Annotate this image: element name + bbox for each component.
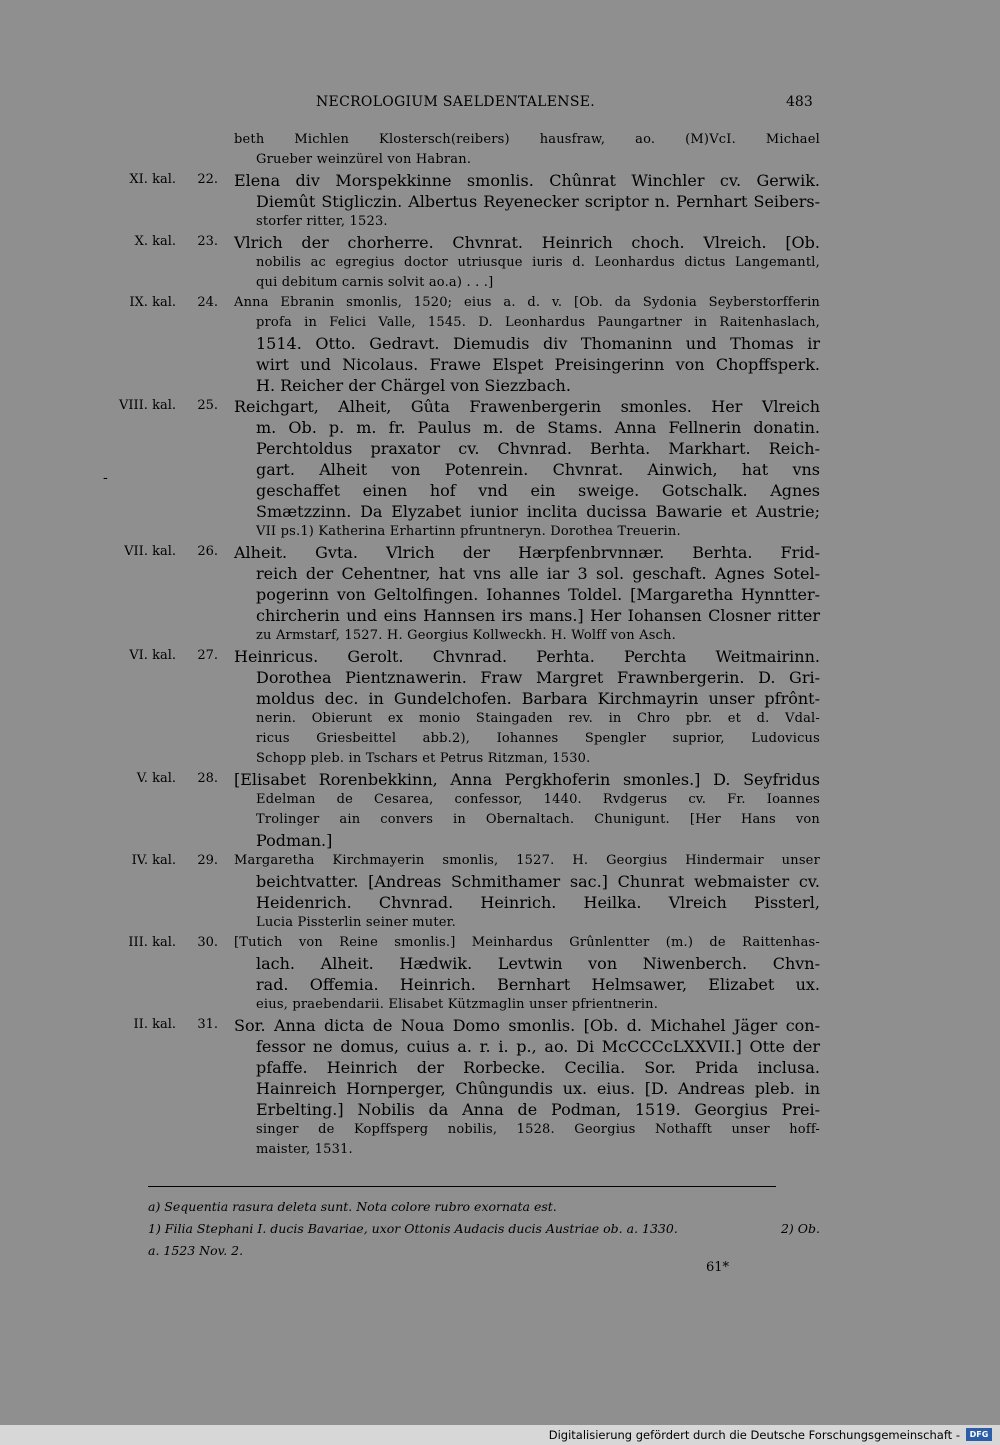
text-line: beth Michlen Klostersch(reibers) hausfraw, ao. (M)VcI. Michael [234,132,820,147]
text-line: Trolinger ain convers in Obernaltach. Chunigunt. [Her Hans von [256,812,820,827]
text-line: storfer ritter, 1523. [256,214,388,229]
entry-text [234,130,820,170]
text-line: Diemût Stigliczin. Albertus Reyenecker scriptor n. Pernhart Seibers- [256,192,820,211]
date-label: VI. kal. [129,648,176,663]
necrology-entry [0,769,1000,851]
text-line: [Tutich von Reine smonlis.] Meinhardus Grûnlentter (m.) de Raittenhas- [234,935,820,950]
entry-text [234,646,820,769]
date-label: X. kal. [134,234,176,249]
footnote-rule [148,1186,776,1187]
necrology-entry [0,933,1000,1015]
text-line: Alheit. Gvta. Vlrich der Hærpfenbrvnnær. Berhta. Frid- [234,543,820,562]
day-number: 26. [197,544,218,559]
footnote-1: 1) Filia Stephani I. ducis Bavariae, uxor Ottonis Audacis ducis Austriae ob. a. 1330. [148,1221,678,1236]
footnotes [148,1196,820,1262]
text-line: beichtvatter. [Andreas Schmithamer sac.] Chunrat webmaister cv. [256,872,820,891]
text-line: Perchtoldus praxator cv. Chvnrad. Berhta. Markhart. Reich- [256,439,820,458]
text-line: lach. Alheit. Hædwik. Levtwin von Niwenberch. Chvn- [256,954,820,973]
text-line: zu Armstarf, 1527. H. Georgius Kollweckh. H. Wolff von Asch. [256,628,676,643]
necrology-entry [0,170,1000,232]
entry-text [234,851,820,933]
footer-credit: Digitalisierung gefördert durch die Deutsche Forschungsgemeinschaft - [548,1428,960,1442]
necrology-entry [0,542,1000,646]
day-number: 24. [197,295,218,310]
footnote-a: a) Sequentia rasura deleta sunt. Nota colore rubro exornata est. [148,1199,557,1214]
text-line: profa in Felici Valle, 1545. D. Leonhardus Paungartner in Raitenhaslach, [256,315,820,330]
text-line: Anna Ebranin smonlis, 1520; eius a. d. v. [Ob. da Sydonia Seyberstorfferin [234,295,820,310]
date-label: VII. kal. [124,544,176,559]
text-line: Heidenrich. Chvnrad. Heinrich. Heilka. Vlreich Pissterl, [256,893,820,912]
text-line: Erbelting.] Nobilis da Anna de Podman, 1519. Georgius Prei- [256,1100,820,1119]
necrology-entry [0,851,1000,933]
necrology-entry [0,646,1000,769]
date-label: II. kal. [133,1017,176,1032]
text-line: fessor ne domus, cuius a. r. i. p., ao. Di McCCCcLXXVII.] Otte der [256,1037,820,1056]
footnote-2-start: 2) Ob. [780,1221,820,1236]
text-line: nerin. Obierunt ex monio Staingaden rev. in Chro pbr. et d. Vdal- [256,711,820,726]
date-label: IX. kal. [129,295,176,310]
text-line: Margaretha Kirchmayerin smonlis, 1527. H. Georgius Hindermair unser [234,853,820,868]
entry-text [234,542,820,646]
entry-text [234,396,820,542]
text-line: rad. Offemia. Heinrich. Bernhart Helmsawer, Elizabet ux. [256,975,820,994]
day-number: 31. [197,1017,218,1032]
text-line: Dorothea Pientznawerin. Fraw Margret Frawnbergerin. D. Gri- [256,668,820,687]
text-line: chircherin und eins Hannsen irs mans.] Her Iohansen Closner ritter [256,606,820,625]
day-number: 25. [197,398,218,413]
text-line: H. Reicher der Chärgel von Siezzbach. [256,376,571,395]
margin-mark: - [103,470,108,486]
text-line: Podman.] [256,831,333,850]
text-line: singer de Kopffsperg nobilis, 1528. Georgius Nothafft unser hoff- [256,1122,820,1137]
text-line: VII ps.1) Katherina Erhartinn pfruntneryn. Dorothea Treuerin. [256,524,681,539]
text-line: nobilis ac egregius doctor utriusque iuris d. Leonhardus dictus Langemantl, [256,255,820,270]
date-label: XI. kal. [129,172,176,187]
text-line: [Elisabet Rorenbekkinn, Anna Pergkhoferin smonles.] D. Seyfridus [234,770,820,789]
text-line: m. Ob. p. m. fr. Paulus m. de Stams. Anna Fellnerin donatin. [256,418,820,437]
entry-text [234,293,820,396]
dfg-logo: DFG [966,1428,992,1441]
entry-text [234,769,820,851]
text-line: qui debitum carnis solvit ao.a) . . .] [256,275,494,290]
necrology-entry [0,130,1000,170]
footer-bar [0,1425,1000,1445]
running-head: NECROLOGIUM SAELDENTALENSE. [316,94,595,110]
footnote-2-cont: a. 1523 Nov. 2. [148,1243,244,1258]
day-number: 22. [197,172,218,187]
text-line: Reichgart, Alheit, Gûta Frawenbergerin smonles. Her Vlreich [234,397,820,416]
text-line: pfaffe. Heinrich der Rorbecke. Cecilia. Sor. Prida inclusa. [256,1058,820,1077]
text-line: Smætzzinn. Da Elyzabet iunior inclita ducissa Bawarie et Austrie; [256,502,820,521]
text-line: gart. Alheit von Potenrein. Chvnrat. Ainwich, hat vns [256,460,820,479]
text-line: ricus Griesbeittel abb.2), Iohannes Spengler suprior, Ludovicus [256,731,820,746]
footnote-1-row [148,1218,820,1240]
day-number: 29. [197,853,218,868]
necrology-entry [0,232,1000,293]
page-number: 483 [786,94,813,110]
date-label: V. kal. [136,771,176,786]
text-line: Grueber weinzürel von Habran. [256,152,472,167]
day-number: 27. [197,648,218,663]
text-line: reich der Cehentner, hat vns alle iar 3 sol. geschaft. Agnes Sotel- [256,564,820,583]
necrology-entry [0,1015,1000,1160]
text-line: Lucia Pissterlin seiner muter. [256,915,456,930]
date-label: IV. kal. [131,853,176,868]
text-line: Hainreich Hornperger, Chûngundis ux. eius. [D. Andreas pleb. in [256,1079,820,1098]
day-number: 23. [197,234,218,249]
day-number: 30. [197,935,218,950]
date-label: VIII. kal. [119,398,176,413]
text-line: Sor. Anna dicta de Noua Domo smonlis. [Ob. d. Michahel Jäger con- [234,1016,820,1035]
text-line: wirt und Nicolaus. Frawe Elspet Preisingerinn von Chopffsperk. [256,355,820,374]
necrology-entry [0,396,1000,542]
entry-text [234,933,820,1015]
text-line: moldus dec. in Gundelchofen. Barbara Kirchmayrin unser pfrônt- [256,689,820,708]
text-line: Edelman de Cesarea, confessor, 1440. Rvdgerus cv. Fr. Ioannes [256,792,820,807]
text-line: geschaffet einen hof vnd ein sweige. Gotschalk. Agnes [256,481,820,500]
day-number: 28. [197,771,218,786]
text-line: Heinricus. Gerolt. Chvnrad. Perhta. Perchta Weitmairinn. [234,647,820,666]
text-line: maister, 1531. [256,1142,353,1157]
necrology-entry [0,293,1000,396]
text-line: eius, praebendarii. Elisabet Kützmaglin unser pfrientnerin. [256,997,659,1012]
date-label: III. kal. [128,935,176,950]
entry-text [234,232,820,293]
entry-text [234,170,820,232]
text-line: Elena div Morspekkinne smonlis. Chûnrat Winchler cv. Gerwik. [234,171,820,190]
text-line: pogerinn von Geltolfingen. Iohannes Toldel. [Margaretha Hynntter- [256,585,820,604]
signature-mark: 61* [706,1260,730,1275]
entry-text [234,1015,820,1160]
necrology-entries [0,130,1000,1160]
text-line: Vlrich der chorherre. Chvnrat. Heinrich choch. Vlreich. [Ob. [234,233,820,252]
text-line: Schopp pleb. in Tschars et Petrus Ritzman, 1530. [256,751,591,766]
text-line: 1514. Otto. Gedravt. Diemudis div Thomaninn und Thomas ir [256,334,820,353]
